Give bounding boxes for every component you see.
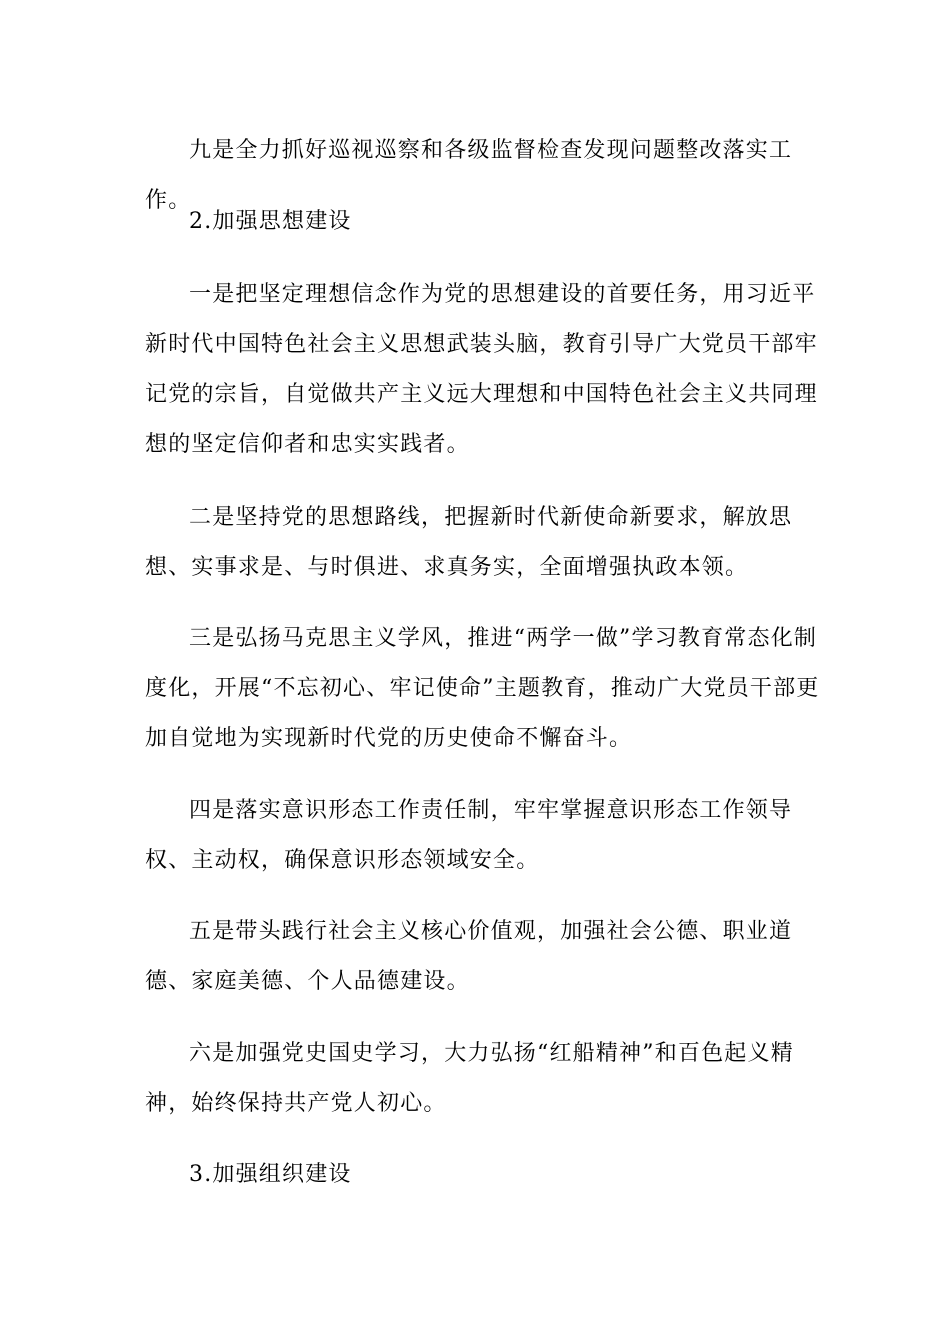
paragraph-item-six: 六是加强党史国史学习，大力弘扬“红船精神”和百色起义精神，始终保持共产党人初心。 [145, 1041, 794, 1116]
paragraph-item-five: 五是带头践行社会主义核心价值观，加强社会公德、职业道德、家庭美德、个人品德建设。 [145, 919, 793, 994]
paragraph-item-four: 四是落实意识形态工作责任制，牢牢掌握意识形态工作领导权、主动权，确保意识形态领域安全。 [145, 798, 793, 873]
section-heading-thought-building: 2.加强思想建设 [189, 209, 352, 234]
paragraph-item-one: 一是把坚定理想信念作为党的思想建设的首要任务，用习近平新时代中国特色社会主义思想武装头脑，教育引导广大党员干部牢记党的宗旨，自觉做共产主义远大理想和中国特色社会主义共同理想的坚定信仰者和忠实实践者。 [145, 282, 818, 457]
section-heading-organization-building: 3.加强组织建设 [189, 1162, 352, 1187]
paragraph-item-two: 二是坚持党的思想路线，把握新时代新使命新要求，解放思想、实事求是、与时俱进、求真务实，全面增强执政本领。 [145, 505, 793, 580]
paragraph-item-three: 三是弘扬马克思主义学风，推进“两学一做”学习教育常态化制度化，开展“不忘初心、牢记使命”主题教育，推动广大党员干部更加自觉地为实现新时代党的历史使命不懈奋斗。 [145, 626, 820, 751]
paragraph-item-nine: 九是全力抓好巡视巡察和各级监督检查发现问题整改落实工作。 [145, 138, 793, 213]
